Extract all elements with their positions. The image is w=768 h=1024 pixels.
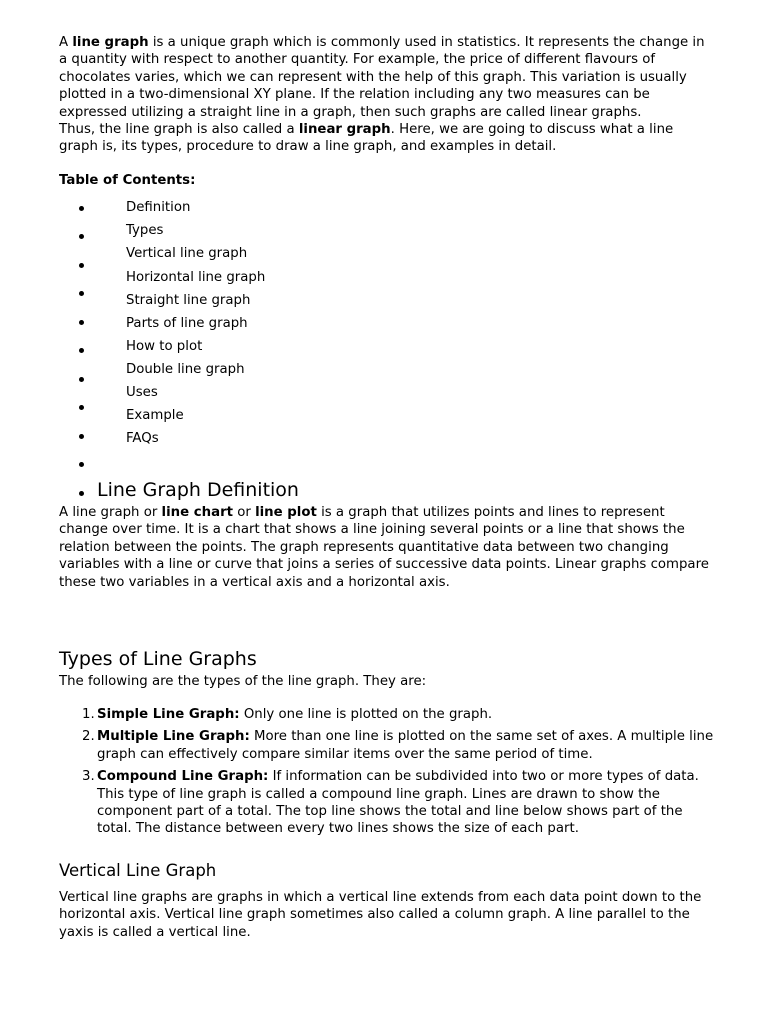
toc-item-horizontal-line-graph[interactable]: Horizontal line graph <box>126 269 266 285</box>
document-page <box>59 34 714 940</box>
types-heading: Types of Line Graphs <box>59 648 257 670</box>
vertical-heading: Vertical Line Graph <box>59 861 217 880</box>
types-list-item <box>59 768 714 838</box>
toc-item-example[interactable]: Example <box>126 408 184 424</box>
table-of-contents <box>59 199 714 469</box>
definition-text: is a graph that utilizes points and lines to represent change over time. It is a chart that shows a line joining several points or a line that shows the relation between the points. The graph represents quantitative data between two changing variables with a line or curve that joins a series of successive data points. Linear graphs compare these two variables in a vertical axis and a horizontal axis. <box>59 505 709 590</box>
type-label: Multiple Line Graph: <box>97 729 250 745</box>
intro-bold-term: line graph <box>72 35 149 50</box>
toc-list <box>126 199 265 453</box>
list-number: 2. <box>82 729 95 745</box>
types-list <box>59 706 714 843</box>
type-description: Only one line is plotted on the graph. <box>239 707 493 722</box>
toc-item-uses[interactable]: Uses <box>126 385 158 400</box>
toc-item-double-line-graph[interactable]: Double line graph <box>126 361 245 377</box>
definition-bold-term: line plot <box>255 505 317 520</box>
bullet-icon <box>79 462 87 470</box>
intro-paragraph <box>59 34 714 156</box>
toc-item-straight-line-graph[interactable]: Straight line graph <box>126 292 251 308</box>
definition-paragraph <box>59 504 714 591</box>
toc-item-how-to-plot[interactable]: How to plot <box>126 338 203 354</box>
intro-bold-term: linear graph <box>298 122 391 138</box>
bullet-icon <box>79 405 87 413</box>
definition-text: A line graph or <box>59 505 162 520</box>
bullet-icon <box>79 263 87 271</box>
toc-item-parts-of-line-graph[interactable]: Parts of line graph <box>126 315 248 331</box>
bullet-icon <box>79 491 87 499</box>
toc-item-definition[interactable]: Definition <box>126 200 191 216</box>
definition-text: or <box>233 505 256 520</box>
type-description: If information can be subdivided into two or more types of data. This type of line graph is called a compound line graph. Lines are drawn to show the component part of a total. The top line shows the total and line below shows part of the total. The distance between every two lines shows the size of each part. <box>97 769 699 837</box>
type-label: Simple Line Graph: <box>97 707 240 722</box>
definition-bold-term: line chart <box>161 505 233 520</box>
types-list-item <box>59 728 714 763</box>
intro-text: is a unique graph which is commonly used in statistics. It represents the change in a quantity with respect to another quantity. For example, the price of different flavours of chocolates varies, which we can represent with the help of this graph. This variation is usually plotted in a two-dimensional XY plane. If the relation including any two measures can be expressed utilizing a straight line in a graph, then such graphs are called linear graphs. <box>59 35 705 120</box>
type-description: More than one line is plotted on the same set of axes. A multiple line graph can effectively compare similar items over the same period of time. <box>97 729 714 762</box>
bullet-icon <box>79 234 87 242</box>
type-label: Compound Line Graph: <box>97 769 269 785</box>
intro-text: . Here, we are going to discuss what a line graph is, its types, procedure to draw a line graph, and examples in detail. <box>59 122 674 155</box>
list-number: 3. <box>82 769 95 785</box>
toc-item-types[interactable]: Types <box>126 223 164 239</box>
bullet-icon <box>79 348 87 356</box>
bullet-icon <box>79 434 87 442</box>
toc-title: Table of Contents: <box>59 172 196 188</box>
toc-item-faqs[interactable]: FAQs <box>126 431 159 447</box>
list-number: 1. <box>82 707 95 722</box>
bullet-icon <box>79 291 87 299</box>
definition-heading: Line Graph Definition <box>97 479 299 501</box>
intro-text: A <box>59 35 73 50</box>
vertical-paragraph: Vertical line graphs are graphs in which a vertical line extends from each data point down to the horizontal axis. Vertical line graph sometimes also called a column graph. A line parallel to the yaxis is called a vertical line. <box>59 890 702 940</box>
bullet-icon <box>79 206 87 214</box>
bullet-icon <box>79 320 87 328</box>
types-list-item <box>59 706 714 723</box>
types-intro: The following are the types of the line graph. They are: <box>59 674 427 689</box>
intro-text: Thus, the line graph is also called a <box>59 122 299 138</box>
toc-item-vertical-line-graph[interactable]: Vertical line graph <box>126 246 248 262</box>
bullet-icon <box>79 377 87 385</box>
